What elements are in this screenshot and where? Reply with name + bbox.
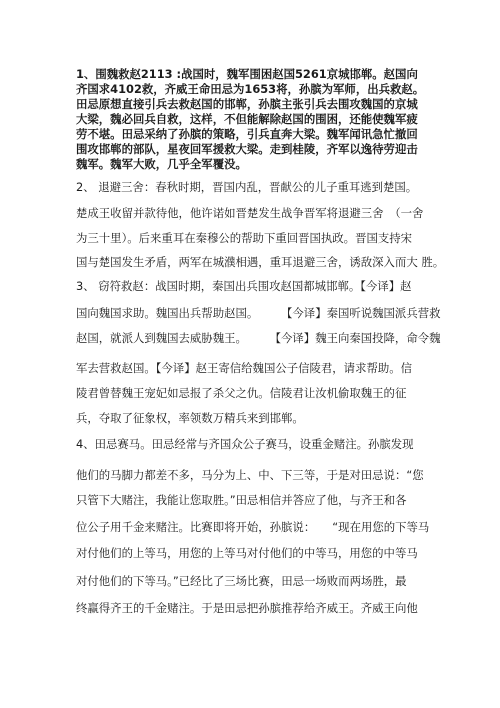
text-line: 2、 退避三舍：春秋时期，晋国内乱，晋献公的儿子重耳逃到楚国。 [76,180,418,194]
text-line: 只管下大赌注，我能让您取胜。”田忌相信并答应了他，与齐王和各 [76,493,407,507]
text-line: 围攻邯郸的部队，星夜回军援救大梁。走到桂陵，齐军以逸待劳迎击 [76,142,418,156]
text-line: 对付他们的上等马，用您的上等马对付他们的中等马，用您的中等马 [76,546,418,560]
text-line: 田忌原想直接引兵去救赵国的邯郸，孙膑主张引兵去围攻魏国的京城 [76,97,418,111]
text-line: 赵国，就派人到魏国去威胁魏王。 【今译】魏王向秦国投降，命令魏 [76,331,441,345]
text-line: 对付他们的下等马。”已经比了三场比赛，田忌一场败而两场胜，最 [76,574,407,588]
text-line: 劳不堪。田忌采纳了孙膑的策略，引兵直奔大梁。魏军闻讯急忙撤回 [76,127,418,141]
text-line: 为三十里）。后来重耳在秦穆公的帮助下重回晋国执政。晋国支持宋 [76,231,413,245]
text-line: 兵，夺取了征象权，率领数万精兵来到邯郸。 [76,411,304,425]
text-line: 1、围魏救赵2113 :战国时，魏军围困赵国5261京城邯郸。赵国向 [76,67,418,81]
text-line: 他们的马脚力都差不多，马分为上、中、下三等，于是对田忌说：“您 [76,468,424,482]
text-line: 终赢得齐王的千金赌注。于是田忌把孙膑推荐给齐威王。齐威王向他 [76,601,418,615]
text-line: 国与楚国发生矛盾，两军在城濮相遇，重耳退避三舍，诱敌深入而大 胜。 [76,255,445,269]
text-line: 陵君曾替魏王宠妃如忌报了杀父之仇。信陵君让汝机偷取魏王的征 [76,386,407,400]
text-line: 4、田忌赛马。田忌经常与齐国众公子赛马，设重金赌注。孙膑发现 [76,437,414,451]
text-line: 齐国求4102救，齐威王命田忌为1653将，孙膑为军师，出兵救赵。 [76,82,425,96]
text-line: 位公子用千金来赌注。比赛即将开始，孙膑说： “现在用您的下等马 [76,520,430,534]
text-line: 3、 窃符救赵：战国时期，秦国出兵围攻赵国都城邯郸。【今译】赵 [76,279,412,293]
text-line: 国向魏国求助。魏国出兵帮助赵国。 【今译】秦国听说魏国派兵营救 [76,306,441,320]
text-line: 楚成王收留并款待他，他许诺如晋楚发生战争晋军将退避三舍 （一舍 [76,206,424,220]
text-line: 军去营救赵国。【今译】赵王寄信给魏国公子信陵君，请求帮助。信 [76,361,413,375]
text-line: 大梁，魏必回兵自救，这样，不但能解除赵国的围困，还能使魏军疲 [76,112,418,126]
text-line: 魏军。魏军大败，几乎全军覆没。 [76,157,247,171]
